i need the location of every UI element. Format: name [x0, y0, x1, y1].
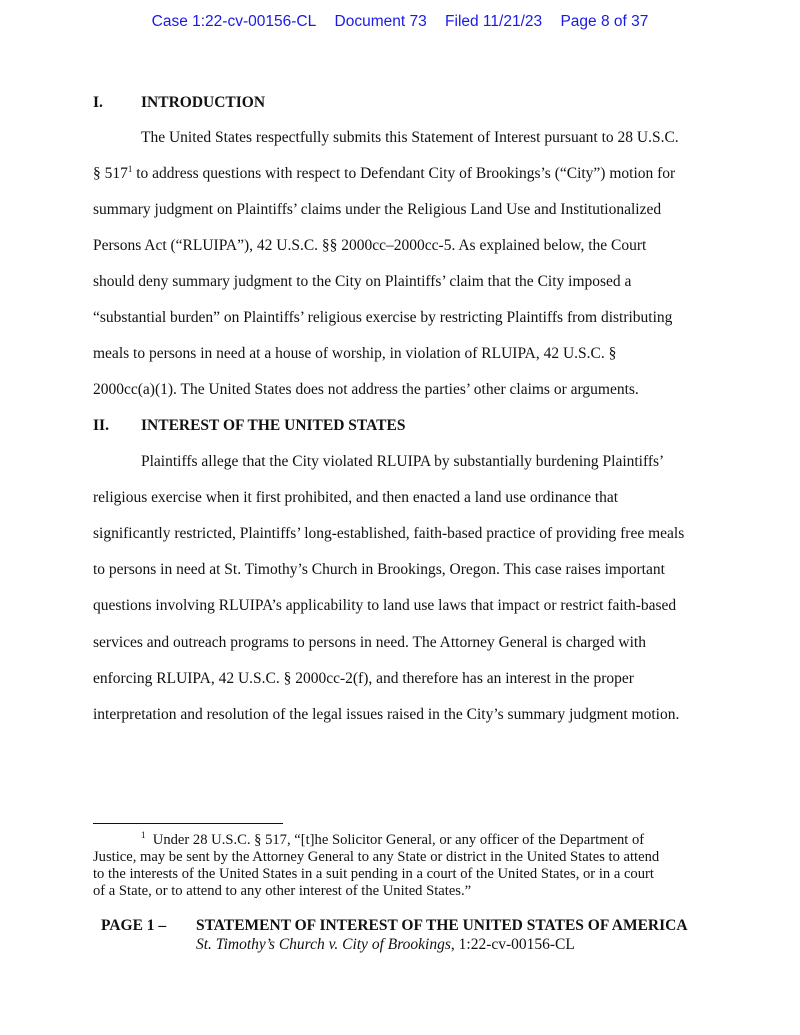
footnote-line: Justice, may be sent by the Attorney General to any State or district in the United States to attend [93, 849, 660, 865]
page-indicator: Page 8 of 37 [560, 13, 649, 30]
document-number: Document 73 [334, 13, 427, 30]
paragraph-line: questions involving RLUIPA’s applicability to land use laws that impact or restrict faith-based [93, 597, 677, 614]
paragraph-line: to persons in need at St. Timothy’s Church in Brookings, Oregon. This case raises important [93, 561, 665, 578]
paragraph-text: § 517 [93, 165, 128, 182]
section-heading-interest [93, 417, 405, 435]
paragraph-line: meals to persons in need at a house of worship, in violation of RLUIPA, 42 U.S.C. § [93, 345, 617, 362]
case-caption-italic: St. Timothy’s Church v. City of Brookings [196, 936, 451, 953]
footer-page-label: PAGE 1 – [101, 917, 167, 934]
paragraph-line: significantly restricted, Plaintiffs’ long-established, faith-based practice of providing free meals [93, 525, 685, 542]
footnote-line [93, 832, 708, 849]
case-caption-number: , 1:22-cv-00156-CL [450, 936, 575, 953]
footnote-reference[interactable]: 1 [127, 164, 133, 174]
section-heading-introduction [93, 94, 265, 112]
paragraph-line: religious exercise when it first prohibited, and then enacted a land use ordinance that [93, 489, 619, 506]
paragraph-line: services and outreach programs to persons in need. The Attorney General is charged with [93, 634, 646, 651]
paragraph-line: Persons Act (“RLUIPA”), 42 U.S.C. §§ 2000cc–2000cc-5. As explained below, the Court [93, 237, 647, 254]
case-number: Case 1:22-cv-00156-CL [151, 13, 317, 30]
filed-date: Filed 11/21/23 [445, 13, 543, 30]
footnote-line: to the interests of the United States in a suit pending in a court of the United States, or in a court [93, 866, 654, 882]
section-title: INTEREST OF THE UNITED STATES [141, 417, 406, 434]
paragraph-line: interpretation and resolution of the legal issues raised in the City’s summary judgment motion. [93, 706, 680, 723]
footnote-separator [93, 823, 283, 824]
footnote-marker: 1 [141, 830, 146, 840]
section-title: INTRODUCTION [141, 94, 266, 111]
paragraph-line: Plaintiffs allege that the City violated RLUIPA by substantially burdening Plaintiffs’ [141, 453, 665, 470]
footnote-line: of a State, or to attend to any other interest of the United States.” [93, 883, 472, 899]
section-number: I. [93, 94, 103, 111]
paragraph-line: should deny summary judgment to the City on Plaintiffs’ claim that the City imposed a [93, 273, 632, 290]
footer-caption [196, 936, 575, 954]
paragraph-line: summary judgment on Plaintiffs’ claims under the Religious Land Use and Institutionalized [93, 201, 662, 218]
footer-title: STATEMENT OF INTEREST OF THE UNITED STATES OF AMERICA [196, 917, 688, 934]
paragraph-line: “substantial burden” on Plaintiffs’ religious exercise by restricting Plaintiffs from distributing [93, 309, 673, 326]
section-number: II. [93, 417, 109, 434]
paragraph-line: enforcing RLUIPA, 42 U.S.C. § 2000cc-2(f), and therefore has an interest in the proper [93, 670, 634, 687]
page-footer [101, 917, 688, 953]
paragraph-line [93, 165, 675, 183]
footnote-text: Under 28 U.S.C. § 517, “[t]he Solicitor General, or any officer of the Department of [152, 832, 645, 848]
footnote [93, 832, 708, 900]
paragraph-text: to address questions with respect to Defendant City of Brookings’s (“City”) motion for [132, 165, 676, 182]
ecf-header [0, 13, 800, 31]
paragraph-line: 2000cc(a)(1). The United States does not address the parties’ other claims or arguments. [93, 381, 639, 398]
paragraph-line: The United States respectfully submits this Statement of Interest pursuant to 28 U.S.C. [141, 129, 679, 146]
